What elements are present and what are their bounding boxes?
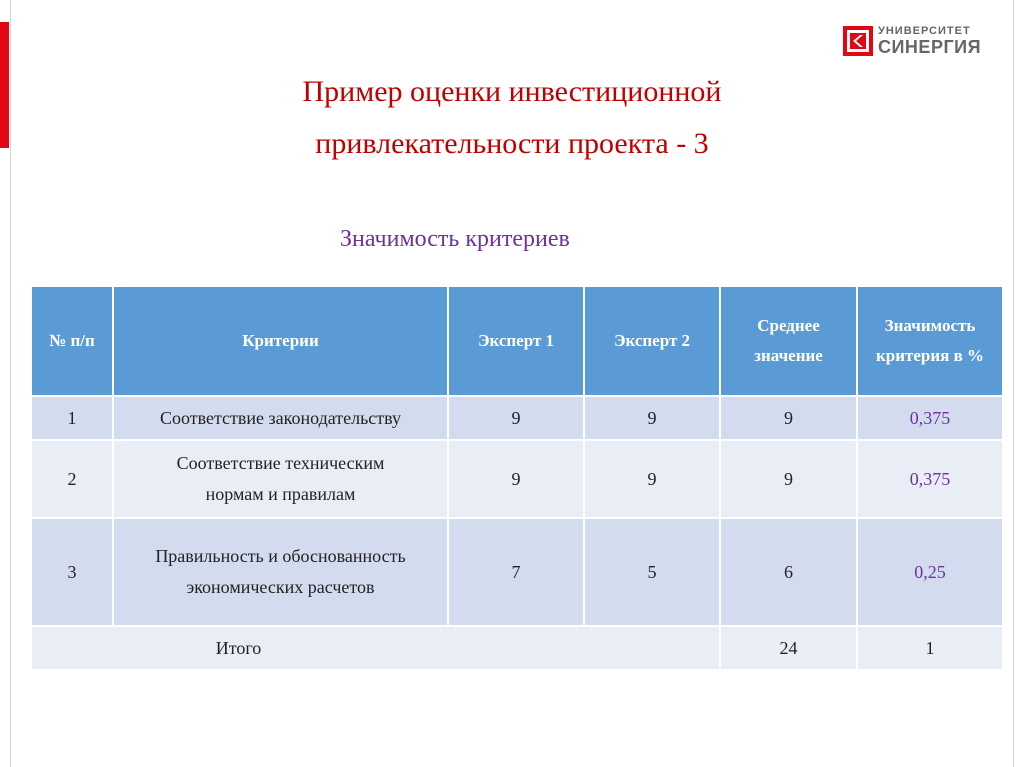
- header-criteria: Критерии: [113, 286, 448, 396]
- cell-criteria: Соответствие законодательству: [113, 396, 448, 440]
- cell-avg: 9: [720, 396, 857, 440]
- header-expert1: Эксперт 1: [448, 286, 584, 396]
- cell-num: 1: [31, 396, 113, 440]
- logo-line2: СИНЕРГИЯ: [878, 37, 982, 57]
- table-row: [31, 396, 1003, 440]
- header-num: № п/п: [31, 286, 113, 396]
- table-total-row: [31, 626, 1003, 670]
- logo: [843, 26, 981, 56]
- header-avg: Среднее значение: [720, 286, 857, 396]
- title-line2: привлекательности проекта - 3: [315, 127, 709, 160]
- table-subtitle: Значимость критериев: [340, 226, 570, 252]
- table-header-row: [31, 286, 1003, 396]
- cell-total-weight: 1: [857, 626, 1003, 670]
- cell-avg: 6: [720, 518, 857, 626]
- cell-weight: 0,25: [857, 518, 1003, 626]
- cell-expert1: 9: [448, 396, 584, 440]
- cell-num: 2: [31, 440, 113, 518]
- cell-criteria: Правильность и обоснованность экономических расчетов: [113, 518, 448, 626]
- cell-total-avg: 24: [720, 626, 857, 670]
- cell-expert1: 7: [448, 518, 584, 626]
- cell-total-label: Итого: [31, 626, 720, 670]
- title-line1: Пример оценки инвестиционной: [302, 75, 722, 108]
- header-weight: Значимость критерия в %: [857, 286, 1003, 396]
- logo-line1: УНИВЕРСИТЕТ: [878, 25, 971, 37]
- accent-bar: [0, 22, 9, 148]
- table-row: [31, 518, 1003, 626]
- cell-expert2: 5: [584, 518, 720, 626]
- table-row: [31, 440, 1003, 518]
- cell-weight: 0,375: [857, 440, 1003, 518]
- cell-expert2: 9: [584, 396, 720, 440]
- cell-weight: 0,375: [857, 396, 1003, 440]
- cell-expert1: 9: [448, 440, 584, 518]
- cell-expert2: 9: [584, 440, 720, 518]
- criteria-table: [30, 285, 1004, 671]
- synergy-logo-icon: [843, 26, 873, 56]
- header-expert2: Эксперт 2: [584, 286, 720, 396]
- cell-criteria: Соответствие техническим нормам и правилам: [113, 440, 448, 518]
- page-title: [200, 66, 824, 170]
- cell-num: 3: [31, 518, 113, 626]
- cell-avg: 9: [720, 440, 857, 518]
